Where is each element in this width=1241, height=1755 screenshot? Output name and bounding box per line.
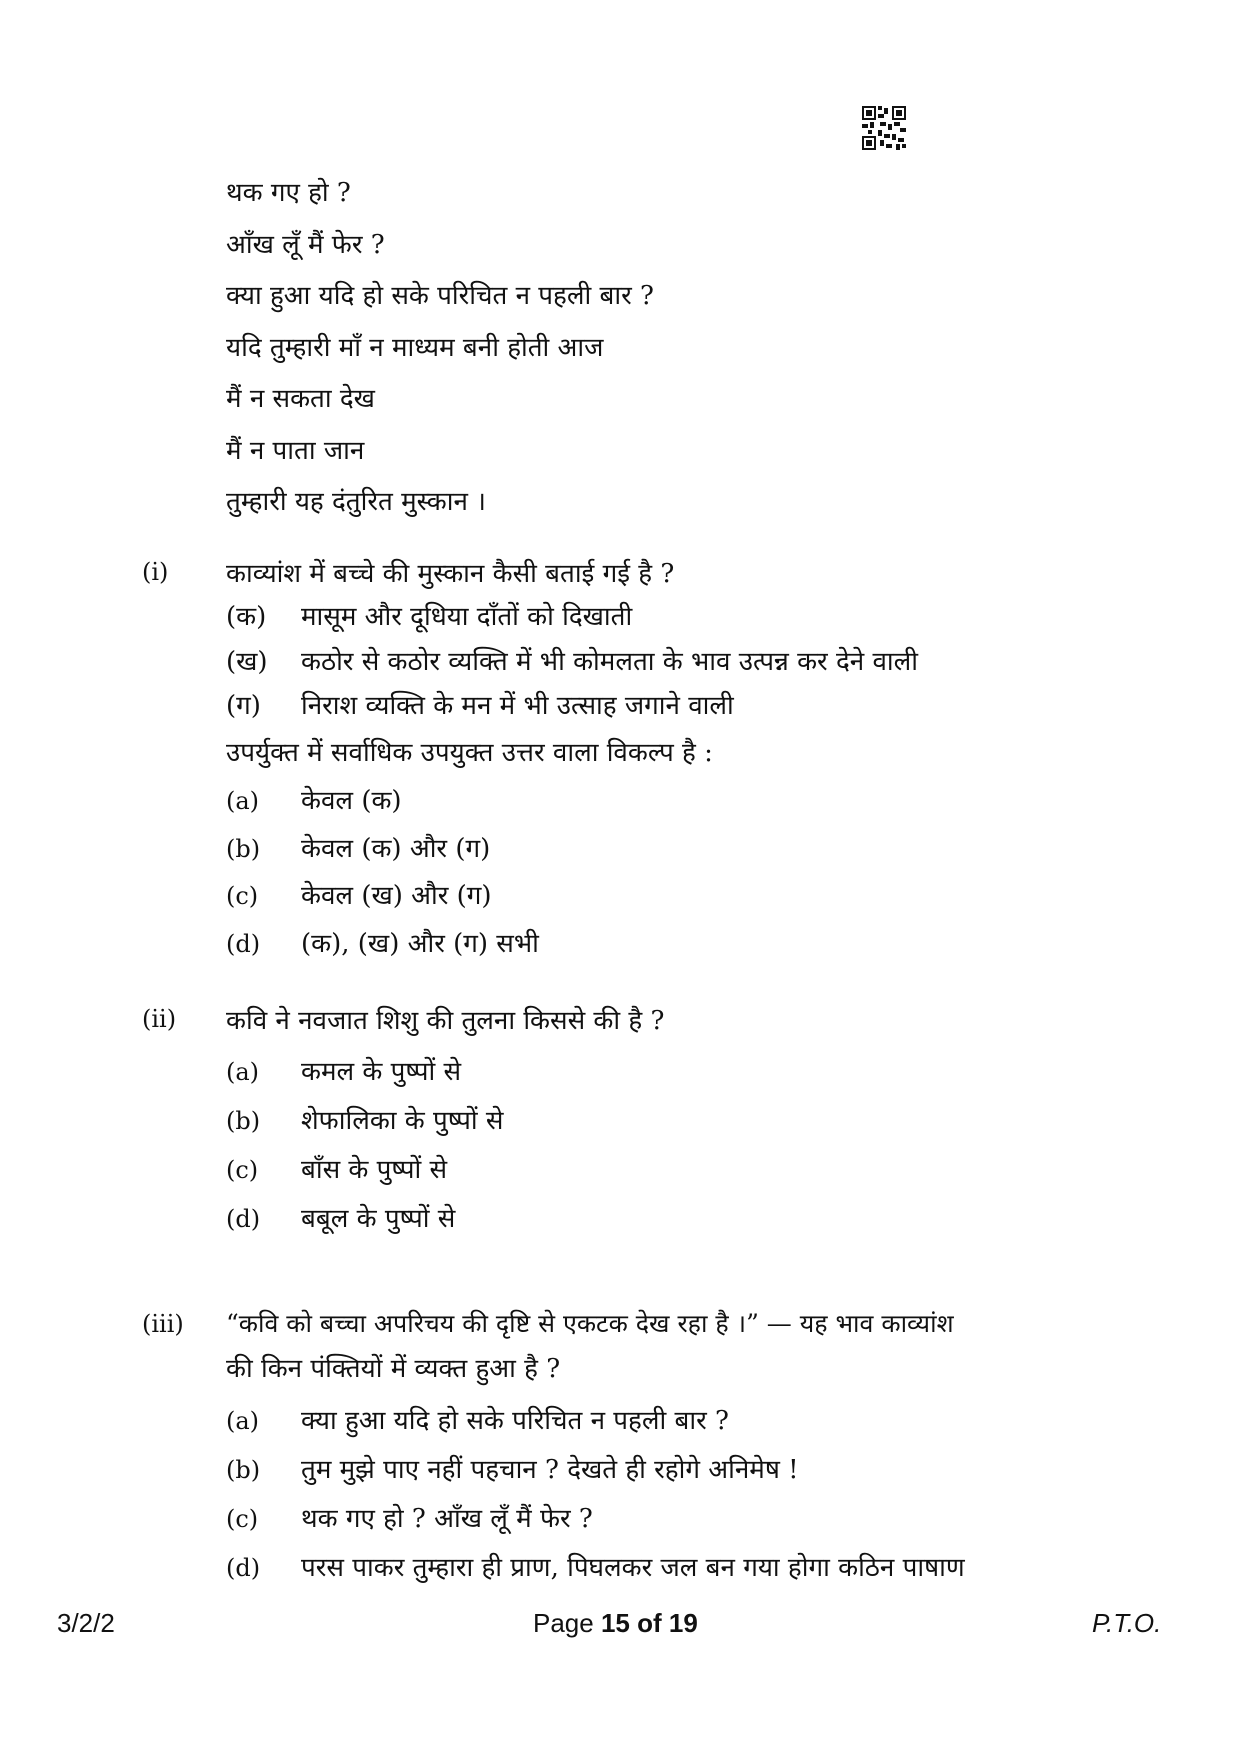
option-label: (b) <box>226 835 261 863</box>
option-d[interactable] <box>226 1199 455 1235</box>
question-text: कवि ने नवजात शिशु की तुलना किससे की है ? <box>226 1006 665 1036</box>
pto-label: P.T.O. <box>1092 1608 1162 1638</box>
option-a[interactable] <box>226 781 402 817</box>
page-total: 19 <box>668 1608 698 1638</box>
option-text: परस पाकर तुम्हारा ही प्राण, पिघलकर जल बन गया होगा कठिन पाषाण <box>301 1553 965 1583</box>
option-a[interactable] <box>226 1401 729 1437</box>
option-label: (d) <box>226 930 261 958</box>
statement-kha <box>226 642 918 678</box>
paper-code: 3/2/2 <box>57 1608 115 1638</box>
option-label: (b) <box>226 1107 261 1135</box>
option-b[interactable] <box>226 1450 799 1486</box>
statement-label: (ग) <box>226 691 261 721</box>
page-of: of <box>629 1608 669 1638</box>
page-current: 15 <box>600 1608 630 1638</box>
statement-text: कठोर से कठोर व्यक्ति में भी कोमलता के भाव उत्पन्न कर देने वाली <box>301 647 918 677</box>
option-text: केवल (ख) और (ग) <box>301 881 492 911</box>
page-number <box>533 1608 698 1639</box>
statement-text: मासूम और दूधिया दाँतों को दिखाती <box>301 602 633 632</box>
poem-line: यदि तुम्हारी माँ न माध्यम बनी होती आज <box>226 332 604 363</box>
option-label: (d) <box>226 1554 261 1582</box>
question-text: काव्यांश में बच्चे की मुस्कान कैसी बताई गई है ? <box>226 559 675 589</box>
statement-text: निराश व्यक्ति के मन में भी उत्साह जगाने वाली <box>301 691 734 721</box>
option-text: कमल के पुष्पों से <box>301 1057 462 1087</box>
instruction-text: उपर्युक्त में सर्वाधिक उपयुक्त उत्तर वाला विकल्प है : <box>226 738 713 768</box>
option-label: (b) <box>226 1456 261 1484</box>
option-text: क्या हुआ यदि हो सके परिचित न पहली बार ? <box>301 1406 729 1436</box>
question-text-line-2: की किन पंक्तियों में व्यक्त हुआ है ? <box>226 1354 561 1384</box>
statement-label: (ख) <box>226 647 268 677</box>
poem-line: क्या हुआ यदि हो सके परिचित न पहली बार ? <box>226 281 654 311</box>
option-d[interactable] <box>226 1548 965 1584</box>
question-number: (iii) <box>142 1310 184 1338</box>
option-text: बाँस के पुष्पों से <box>301 1155 448 1185</box>
option-text: केवल (क) <box>301 786 402 816</box>
option-text: तुम मुझे पाए नहीं पहचान ? देखते ही रहोगे अनिमेष ! <box>301 1455 799 1485</box>
option-a[interactable] <box>226 1052 461 1088</box>
qr-code-icon <box>862 106 906 150</box>
option-text: शेफालिका के पुष्पों से <box>301 1106 504 1136</box>
option-d[interactable] <box>226 924 539 960</box>
question-text-line-1: “कवि को बच्चा अपरिचय की दृष्टि से एकटक देख रहा है ।” — यह भाव काव्यांश <box>226 1309 954 1338</box>
option-b[interactable] <box>226 1101 504 1137</box>
poem-line: आँख लूँ मैं फेर ? <box>226 229 385 260</box>
question-number: (i) <box>142 558 169 586</box>
poem-line: थक गए हो ? <box>226 178 351 208</box>
option-label: (c) <box>226 882 259 910</box>
option-c[interactable] <box>226 1150 447 1186</box>
option-text: केवल (क) और (ग) <box>301 834 491 864</box>
question-number: (ii) <box>142 1005 177 1033</box>
option-label: (a) <box>226 1058 260 1086</box>
option-c[interactable] <box>226 876 492 912</box>
option-b[interactable] <box>226 829 490 865</box>
statement-ka <box>226 597 632 633</box>
poem-line: तुम्हारी यह दंतुरित मुस्कान । <box>226 487 486 517</box>
option-text: थक गए हो ? आँख लूँ मैं फेर ? <box>301 1504 593 1534</box>
poem-excerpt <box>226 168 654 529</box>
option-label: (a) <box>226 1407 260 1435</box>
option-c[interactable] <box>226 1499 593 1535</box>
option-label: (c) <box>226 1156 259 1184</box>
page-prefix: Page <box>533 1608 601 1638</box>
option-text: बबूल के पुष्पों से <box>301 1204 456 1234</box>
option-label: (a) <box>226 787 260 815</box>
option-label: (d) <box>226 1205 261 1233</box>
statement-ga <box>226 686 734 722</box>
poem-line: मैं न पाता जान <box>226 435 365 466</box>
poem-line: मैं न सकता देख <box>226 384 375 414</box>
option-text: (क), (ख) और (ग) सभी <box>301 929 539 959</box>
option-label: (c) <box>226 1505 259 1533</box>
statement-label: (क) <box>226 602 267 632</box>
